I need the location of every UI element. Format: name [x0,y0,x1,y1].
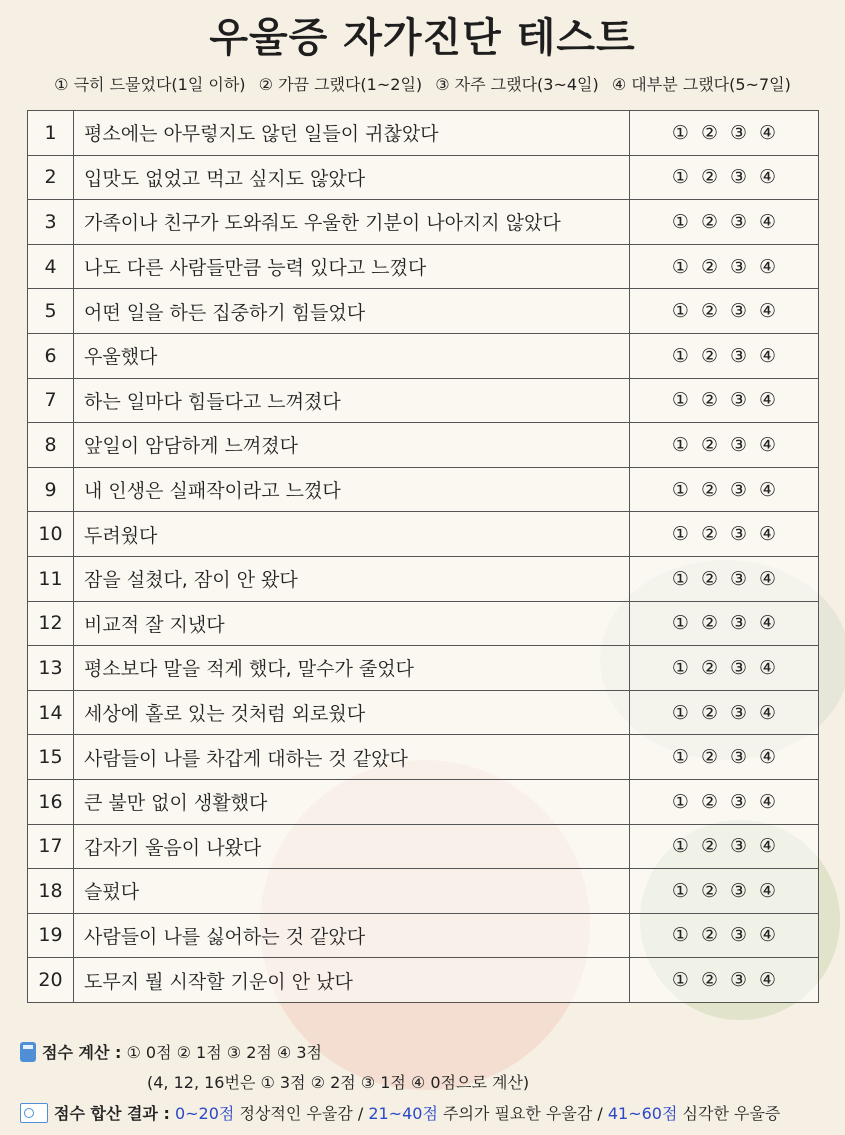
question-row [28,111,819,156]
question-row [28,378,819,423]
question-row [28,913,819,958]
question-text: 슬펐다 [74,869,630,914]
answer-option[interactable]: ① [671,612,689,635]
answer-option[interactable]: ① [671,969,689,992]
calculator-icon [20,1042,36,1062]
answer-option[interactable]: ③ [730,255,748,278]
answer-options [630,735,819,780]
answer-option[interactable]: ① [671,478,689,501]
legend-item: ① 극히 드물었다(1일 이하) [54,75,246,94]
answer-options [630,333,819,378]
answer-options [630,869,819,914]
answer-option[interactable]: ② [700,121,718,144]
answer-option[interactable]: ② [700,746,718,769]
answer-option[interactable]: ① [671,389,689,412]
answer-option[interactable]: ③ [730,300,748,323]
answer-option[interactable]: ③ [730,389,748,412]
question-row [28,512,819,557]
answer-option[interactable]: ③ [730,478,748,501]
document-icon [20,1103,48,1123]
question-text: 가족이나 친구가 도와줘도 우울한 기분이 나아지지 않았다 [74,200,630,245]
question-row [28,690,819,735]
question-row [28,958,819,1003]
answer-option[interactable]: ④ [759,969,777,992]
answer-options [630,467,819,512]
score-calc-label: 점수 계산 : [42,1043,122,1062]
legend-item: ③ 자주 그랬다(3~4일) [435,75,599,94]
question-number: 13 [28,646,74,691]
question-row [28,779,819,824]
question-row [28,423,819,468]
page-title: 우울증 자가진단 테스트 [209,15,636,61]
question-text: 큰 불만 없이 생활했다 [74,779,630,824]
answer-option[interactable]: ④ [759,701,777,724]
question-number: 16 [28,779,74,824]
question-row [28,155,819,200]
question-number: 17 [28,824,74,869]
score-result [20,1101,780,1124]
answer-option[interactable]: ④ [759,790,777,813]
question-text: 평소에는 아무렇지도 않던 일들이 귀찮았다 [74,111,630,156]
answer-option[interactable]: ④ [759,567,777,590]
answer-option[interactable]: ② [700,344,718,367]
answer-option[interactable]: ③ [730,567,748,590]
score-result-label: 점수 합산 결과 : [54,1104,170,1123]
question-number: 14 [28,690,74,735]
answer-options [630,111,819,156]
answer-option[interactable]: ② [700,612,718,635]
question-number: 3 [28,200,74,245]
answer-option[interactable]: ④ [759,656,777,679]
score-range-desc: 주의가 필요한 우울감 [443,1104,593,1123]
answer-option[interactable]: ③ [730,746,748,769]
question-text: 비교적 잘 지냈다 [74,601,630,646]
answer-options [630,779,819,824]
question-row [28,333,819,378]
answer-options [630,155,819,200]
question-number: 6 [28,333,74,378]
legend-item: ④ 대부분 그랬다(5~7일) [611,75,791,94]
answer-option[interactable]: ② [700,478,718,501]
question-row [28,200,819,245]
question-number: 19 [28,913,74,958]
answer-option[interactable]: ③ [730,835,748,858]
answer-option[interactable]: ① [671,790,689,813]
question-text: 우울했다 [74,333,630,378]
question-text: 어떤 일을 하든 집중하기 힘들었다 [74,289,630,334]
answer-option[interactable]: ③ [730,433,748,456]
answer-option[interactable]: ③ [730,656,748,679]
answer-option[interactable]: ④ [759,166,777,189]
question-row [28,244,819,289]
question-number: 8 [28,423,74,468]
answer-option[interactable]: ① [671,924,689,947]
question-number: 10 [28,512,74,557]
question-text: 평소보다 말을 적게 했다, 말수가 줄었다 [74,646,630,691]
answer-option[interactable]: ① [671,300,689,323]
answer-option[interactable]: ② [700,300,718,323]
answer-option[interactable]: ③ [730,612,748,635]
answer-option[interactable]: ④ [759,210,777,233]
question-number: 11 [28,556,74,601]
question-text: 내 인생은 실패작이라고 느꼈다 [74,467,630,512]
question-row [28,869,819,914]
answer-option[interactable]: ④ [759,300,777,323]
legend-item: ② 가끔 그랬다(1~2일) [258,75,423,94]
question-text: 앞일이 암담하게 느껴졌다 [74,423,630,468]
answer-option[interactable]: ② [700,656,718,679]
answer-option[interactable]: ① [671,701,689,724]
question-row [28,601,819,646]
answer-option[interactable]: ① [671,656,689,679]
question-number: 15 [28,735,74,780]
answer-option[interactable]: ④ [759,478,777,501]
answer-option[interactable]: ④ [759,612,777,635]
question-number: 12 [28,601,74,646]
answer-option[interactable]: ① [671,433,689,456]
question-number: 20 [28,958,74,1003]
question-table [27,110,819,1003]
question-row [28,646,819,691]
answer-option[interactable]: ② [700,924,718,947]
answer-option[interactable]: ① [671,210,689,233]
answer-options [630,512,819,557]
answer-option[interactable]: ④ [759,255,777,278]
question-number: 9 [28,467,74,512]
question-number: 18 [28,869,74,914]
question-text: 두려웠다 [74,512,630,557]
answer-option[interactable]: ③ [730,210,748,233]
answer-option[interactable]: ④ [759,121,777,144]
answer-option[interactable]: ④ [759,879,777,902]
answer-option[interactable]: ① [671,567,689,590]
answer-option[interactable]: ① [671,746,689,769]
answer-options [630,244,819,289]
question-number: 2 [28,155,74,200]
answer-options [630,378,819,423]
question-text: 세상에 홀로 있는 것처럼 외로웠다 [74,690,630,735]
answer-options [630,289,819,334]
question-row [28,289,819,334]
answer-option[interactable]: ① [671,344,689,367]
question-text: 잠을 설쳤다, 잠이 안 왔다 [74,556,630,601]
question-row [28,735,819,780]
question-number: 1 [28,111,74,156]
answer-option[interactable]: ③ [730,701,748,724]
answer-option[interactable]: ① [671,523,689,546]
question-number: 7 [28,378,74,423]
question-row [28,824,819,869]
question-text: 사람들이 나를 싫어하는 것 같았다 [74,913,630,958]
separator: / [597,1104,603,1123]
answer-option[interactable]: ④ [759,523,777,546]
answer-option[interactable]: ② [700,835,718,858]
answer-option[interactable]: ④ [759,344,777,367]
separator: / [357,1104,364,1123]
score-calc-reverse: (4, 12, 16번은 ① 3점 ② 2점 ③ 1점 ④ 0점으로 계산) [147,1073,530,1092]
answer-option[interactable]: ③ [730,924,748,947]
answer-option[interactable]: ③ [730,969,748,992]
answer-options [630,200,819,245]
answer-option[interactable]: ② [700,166,718,189]
answer-legend [0,72,845,95]
question-text: 하는 일마다 힘들다고 느껴졌다 [74,378,630,423]
answer-option[interactable]: ④ [759,835,777,858]
answer-option[interactable]: ② [700,879,718,902]
question-row [28,467,819,512]
answer-options [630,958,819,1003]
answer-option[interactable]: ② [700,210,718,233]
answer-option[interactable]: ① [671,166,689,189]
question-text: 갑자기 울음이 나왔다 [74,824,630,869]
answer-option[interactable]: ③ [730,121,748,144]
score-calc [20,1040,322,1063]
answer-option[interactable]: ② [700,523,718,546]
answer-options [630,824,819,869]
question-text: 입맛도 없었고 먹고 싶지도 않았다 [74,155,630,200]
answer-option[interactable]: ② [700,433,718,456]
answer-option[interactable]: ③ [730,344,748,367]
answer-options [630,601,819,646]
question-text: 도무지 뭘 시작할 기운이 안 났다 [74,958,630,1003]
answer-option[interactable]: ① [671,879,689,902]
answer-option[interactable]: ② [700,969,718,992]
score-range-desc: 정상적인 우울감 [239,1104,353,1123]
answer-option[interactable]: ③ [730,523,748,546]
question-text: 나도 다른 사람들만큼 능력 있다고 느꼈다 [74,244,630,289]
score-range-desc: 심각한 우울증 [682,1104,781,1123]
score-range: 41~60점 [607,1104,678,1123]
answer-option[interactable]: ④ [759,746,777,769]
question-row [28,556,819,601]
answer-options [630,913,819,958]
question-number: 4 [28,244,74,289]
answer-options [630,646,819,691]
answer-option[interactable]: ② [700,255,718,278]
answer-option[interactable]: ③ [730,879,748,902]
answer-option[interactable]: ① [671,835,689,858]
question-text: 사람들이 나를 차갑게 대하는 것 같았다 [74,735,630,780]
answer-option[interactable]: ② [700,701,718,724]
score-calc-rule: ① 0점 ② 1점 ③ 2점 ④ 3점 [126,1043,322,1062]
answer-options [630,556,819,601]
answer-option[interactable]: ④ [759,433,777,456]
answer-option[interactable]: ③ [730,790,748,813]
answer-option[interactable]: ② [700,567,718,590]
answer-option[interactable]: ③ [730,166,748,189]
answer-option[interactable]: ② [700,389,718,412]
answer-option[interactable]: ④ [759,389,777,412]
answer-options [630,690,819,735]
answer-option[interactable]: ① [671,121,689,144]
question-number: 5 [28,289,74,334]
score-range: 21~40점 [368,1104,438,1123]
answer-option[interactable]: ② [700,790,718,813]
answer-option[interactable]: ① [671,255,689,278]
answer-option[interactable]: ④ [759,924,777,947]
score-range: 0~20점 [174,1104,235,1123]
answer-options [630,423,819,468]
